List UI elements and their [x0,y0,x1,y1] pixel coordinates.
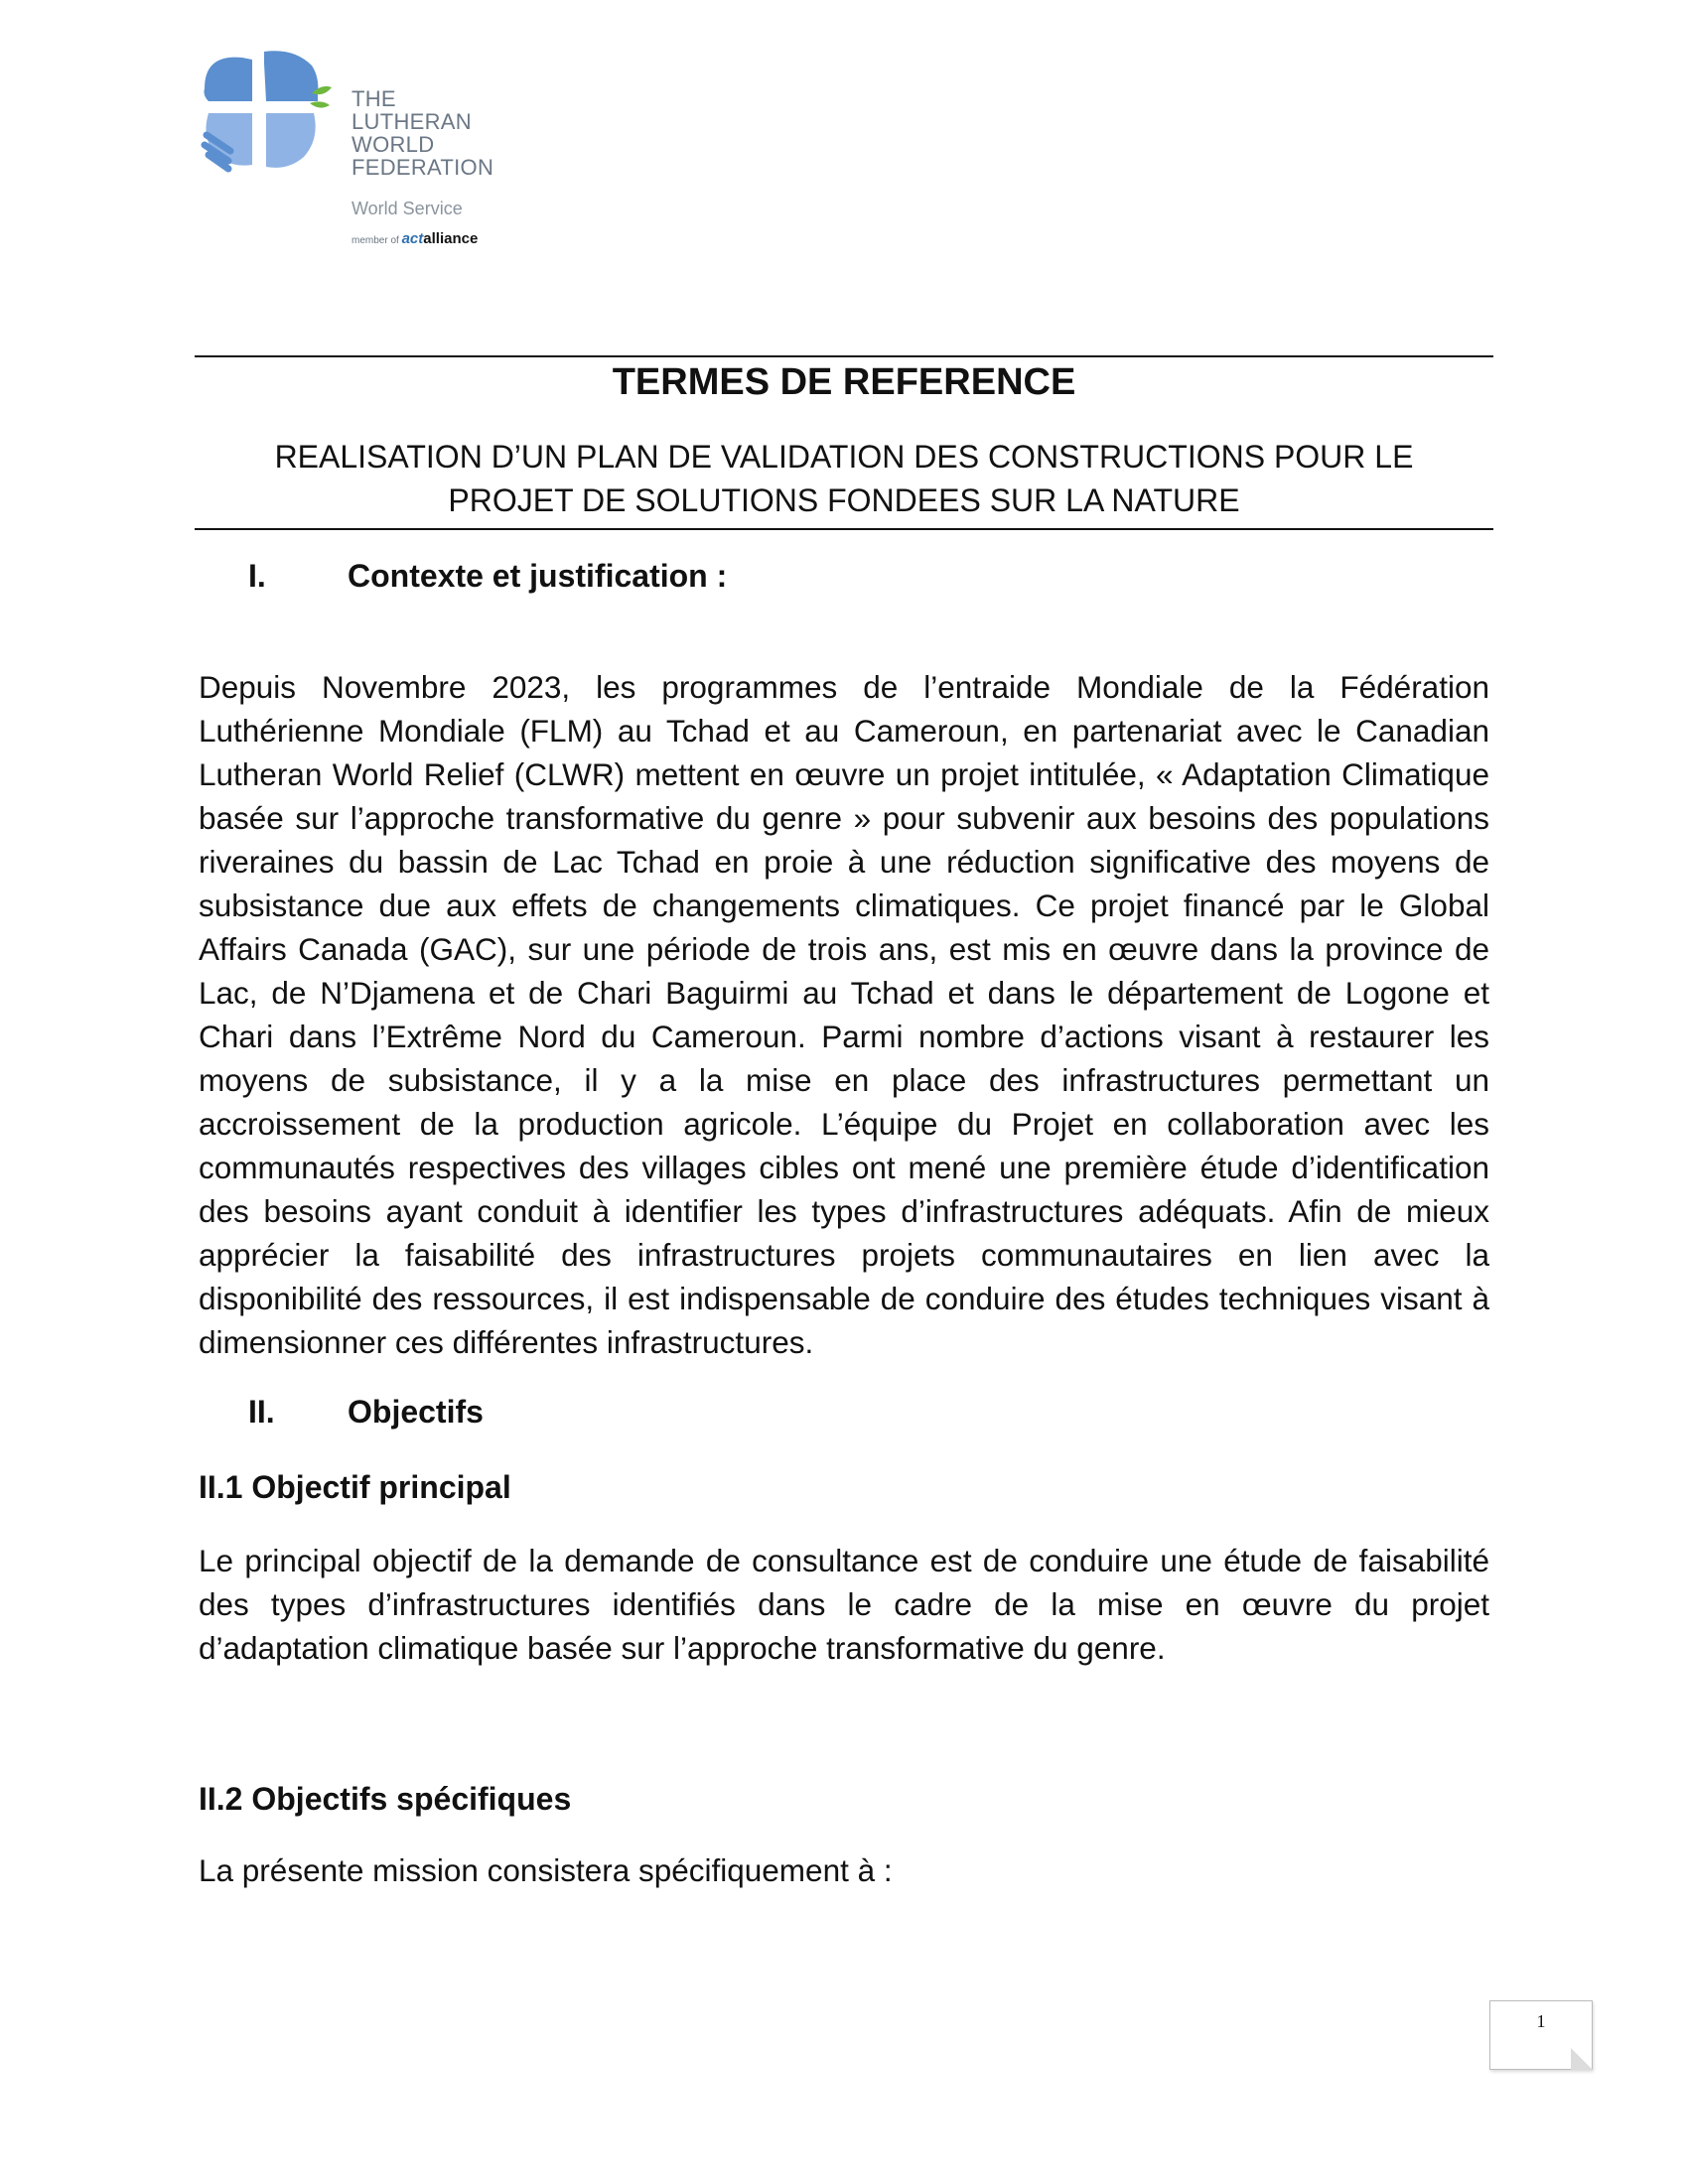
act-label: act [401,230,424,247]
section-2-title: Objectifs [348,1394,484,1430]
logo-service: World Service [352,199,463,218]
subsection-2-1-heading: II.1 Objectif principal [199,1469,511,1505]
act-alliance-tag [352,230,478,247]
title-bottom-rule [195,528,1493,530]
section-1-heading [248,556,727,596]
logo-line-1: THE [352,86,396,111]
document-title: TERMES DE REFERENCE [612,361,1076,403]
alliance-label: alliance [423,230,479,247]
page-curl-icon [1571,2048,1593,2070]
subtitle-line-2: PROJET DE SOLUTIONS FONDEES SUR LA NATURE [448,482,1240,518]
logo-line-4: FEDERATION [352,155,494,180]
lwf-cross-hands-icon [195,44,334,183]
section-1-number: I. [248,558,266,594]
lwf-logo [195,44,512,262]
page-number: 1 [1536,2011,1546,2031]
logo-line-3: WORLD [352,132,435,157]
section-2-heading [248,1392,484,1432]
page-number-box [1489,2000,1593,2070]
section-1-body: Depuis Novembre 2023, les programmes de l’entraide Mondiale de la Fédération Luthérienne Mondiale (FLM) au Tchad et au Cameroun, en partenariat avec le Canadian Lutheran World Relief (CLWR) mettent en œuvre un projet intitulée, « Adaptation Climatique basée sur l’approche transformative du genre » pour subvenir aux besoins des populations riveraines du bassin de Lac Tchad en proie à une réduction significative des moyens de subsistance due aux effets de changements climatiques. Ce projet financé par le Global Affairs Canada (GAC), sur une période de trois ans, est mis en œuvre dans la province de Lac, de N’Djamena et de Chari Baguirmi au Tchad et dans le département de Logone et Chari dans l’Extrême Nord du Cameroun. Parmi nombre d’actions visant à restaurer les moyens de subsistance, il y a la mise en place des infrastructures permettant un accroissement de la production agricole. L’équipe du Projet en collaboration avec les communautés respectives des villages cibles ont mené une première étude d’identification des besoins ayant conduit à identifier les types d’infrastructures adéquats. Afin de mieux apprécier la faisabilité des infrastructures projets communautaires en lien avec la disponibilité des ressources, il est indispensable de conduire des études techniques visant à dimensionner ces différentes infrastructures. [199,669,1489,1360]
subsection-2-2-heading: II.2 Objectifs spécifiques [199,1781,572,1817]
subsection-2-1-body: Le principal objectif de la demande de consultance est de conduire une étude de faisabilité des types d’infrastructures identifiés dans le cadre de la mise en œuvre du projet d’adaptation climatique basée sur l’approche transformative du genre. [199,1543,1489,1666]
logo-line-2: LUTHERAN [352,109,472,134]
section-1-title: Contexte et justification : [348,558,728,594]
member-of-label: member of [352,235,399,246]
subsection-2-2-body: La présente mission consistera spécifiquement à : [199,1852,893,1888]
subtitle-line-1: REALISATION D’UN PLAN DE VALIDATION DES CONSTRUCTIONS POUR LE [274,439,1414,475]
logo-wordmark [352,87,493,179]
section-2-number: II. [248,1394,275,1430]
document-subtitle [195,435,1493,522]
